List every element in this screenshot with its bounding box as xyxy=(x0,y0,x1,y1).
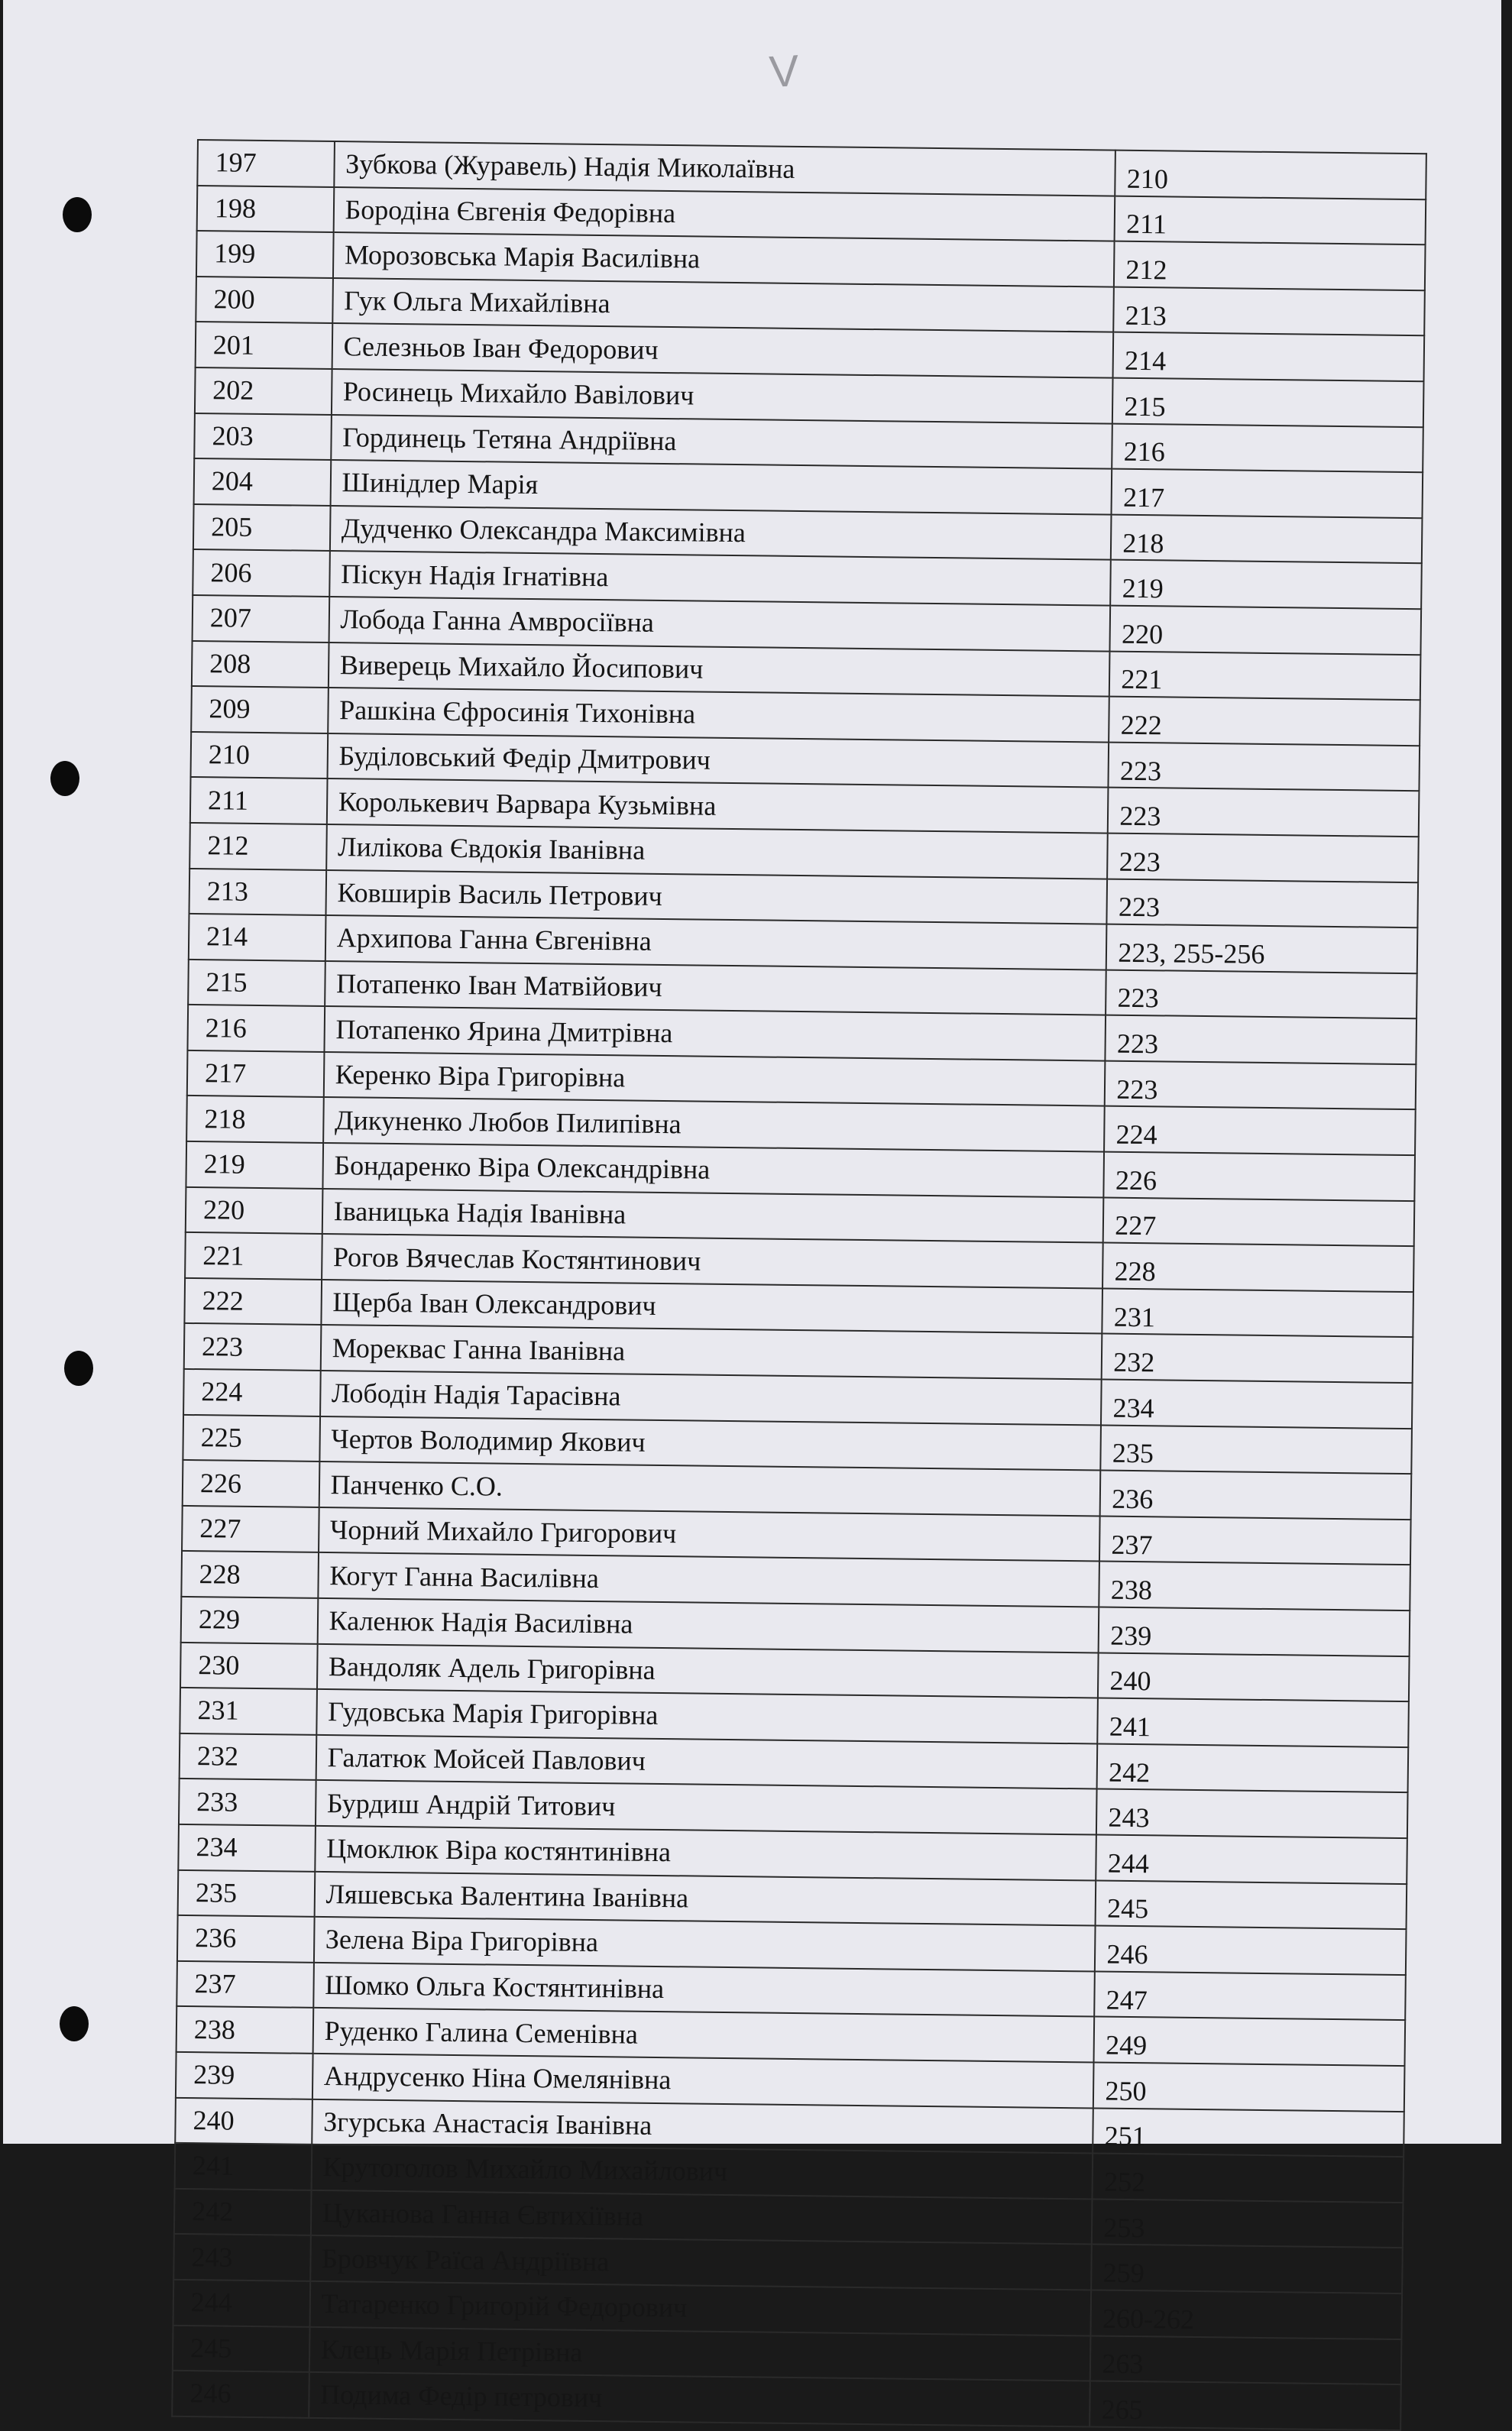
person-name: Гординець Тетяна Андріївна xyxy=(331,415,1112,469)
row-number: 200 xyxy=(196,277,332,324)
row-number: 231 xyxy=(180,1688,316,1735)
page-reference: 250 xyxy=(1093,2062,1404,2111)
row-number: 238 xyxy=(176,2006,313,2054)
row-number: 221 xyxy=(185,1232,322,1280)
page-reference: 214 xyxy=(1113,332,1424,381)
row-number: 227 xyxy=(182,1506,319,1553)
person-name: Шомко Ольга Костянтинівна xyxy=(313,1963,1095,2017)
person-name: Згурська Анастасія Іванівна xyxy=(312,2099,1093,2153)
person-name: Морозовська Марія Василівна xyxy=(333,232,1115,286)
row-number: 219 xyxy=(186,1141,322,1189)
row-number: 214 xyxy=(189,914,325,961)
row-number: 240 xyxy=(175,2097,312,2145)
page-reference: 252 xyxy=(1093,2154,1404,2203)
row-number: 213 xyxy=(189,868,325,915)
page-reference: 218 xyxy=(1111,514,1422,563)
row-number: 202 xyxy=(195,367,332,415)
page-reference: 246 xyxy=(1095,1926,1406,1975)
row-number: 229 xyxy=(181,1597,318,1644)
page-reference: 223 xyxy=(1106,969,1416,1018)
row-number: 233 xyxy=(179,1779,316,1826)
page-reference: 217 xyxy=(1112,469,1423,518)
row-number: 212 xyxy=(189,823,326,870)
page-reference: 260-262 xyxy=(1091,2290,1402,2339)
page-reference: 224 xyxy=(1104,1106,1415,1155)
person-name: Гудовська Марія Григорівна xyxy=(316,1689,1098,1743)
page-reference: 220 xyxy=(1110,606,1421,655)
row-number: 226 xyxy=(183,1460,319,1507)
person-name: Виверець Михайло Йосипович xyxy=(329,643,1110,697)
page-reference: 228 xyxy=(1102,1243,1413,1292)
row-number: 222 xyxy=(184,1278,321,1326)
row-number: 211 xyxy=(190,777,327,824)
person-name: Чертов Володимир Якович xyxy=(319,1416,1101,1471)
page-reference: 243 xyxy=(1096,1789,1407,1838)
page-reference: 241 xyxy=(1098,1698,1409,1747)
page-reference: 215 xyxy=(1112,378,1423,427)
person-name: Бровчук Раїса Андріївна xyxy=(310,2235,1092,2290)
person-name: Бурдиш Андрій Титович xyxy=(316,1780,1097,1834)
row-number: 215 xyxy=(188,960,325,1007)
page-reference: 213 xyxy=(1114,286,1425,335)
page-reference: 263 xyxy=(1090,2336,1401,2384)
row-number: 245 xyxy=(173,2325,309,2372)
row-number: 207 xyxy=(193,595,329,643)
person-name: Подима Федір петрович xyxy=(309,2372,1090,2426)
index-table xyxy=(171,139,1427,2431)
person-name: Галатюк Мойсей Павлович xyxy=(316,1735,1097,1789)
page-reference: 244 xyxy=(1096,1834,1407,1883)
page-reference: 235 xyxy=(1101,1425,1412,1474)
person-name: Королькевич Варвара Кузьмівна xyxy=(326,779,1108,833)
person-name: Лобода Ганна Амвросіївна xyxy=(329,597,1110,651)
row-number: 208 xyxy=(192,641,329,688)
page-reference: 239 xyxy=(1099,1607,1410,1656)
row-number: 206 xyxy=(193,549,329,597)
person-name: Архипова Ганна Євгенівна xyxy=(325,915,1106,969)
row-number: 246 xyxy=(172,2371,309,2418)
row-number: 201 xyxy=(196,322,332,369)
page-reference: 234 xyxy=(1101,1380,1412,1429)
person-name: Лободін Надія Тарасівна xyxy=(320,1371,1102,1425)
page-reference: 212 xyxy=(1114,241,1425,290)
page-reference: 226 xyxy=(1104,1152,1415,1201)
row-number: 203 xyxy=(194,413,331,461)
row-number: 244 xyxy=(173,2280,310,2327)
page-reference: 259 xyxy=(1091,2245,1402,2293)
person-name: Дудченко Олександра Максимівна xyxy=(330,506,1112,560)
row-number: 210 xyxy=(191,732,328,779)
person-name: Вандоляк Адель Григорівна xyxy=(317,1644,1099,1698)
page-reference: 221 xyxy=(1109,651,1420,700)
person-name: Рогов Вячеслав Костянтинович xyxy=(322,1234,1103,1288)
page-reference: 223 xyxy=(1105,1060,1416,1109)
row-number: 204 xyxy=(194,458,331,506)
row-number: 216 xyxy=(187,1005,324,1052)
page-reference: 232 xyxy=(1102,1334,1413,1383)
page-reference: 223 xyxy=(1107,833,1418,882)
page-reference: 223 xyxy=(1107,879,1418,927)
index-table-wrapper xyxy=(171,139,1427,2431)
person-name: Андрусенко Ніна Омелянівна xyxy=(312,2054,1094,2108)
row-number: 236 xyxy=(177,1915,314,1963)
person-name: Панченко С.О. xyxy=(319,1462,1100,1516)
row-number: 242 xyxy=(174,2189,311,2236)
person-name: Потапенко Іван Матвійович xyxy=(325,961,1106,1015)
row-number: 241 xyxy=(175,2143,312,2190)
row-number: 235 xyxy=(178,1869,315,1917)
person-name: Мореквас Ганна Іванівна xyxy=(320,1325,1102,1379)
page-reference: 216 xyxy=(1112,423,1423,472)
person-name: Бородіна Євгенія Федорівна xyxy=(333,187,1115,241)
person-name: Шинідлер Марія xyxy=(330,460,1112,514)
page-reference: 231 xyxy=(1102,1288,1413,1337)
row-number: 223 xyxy=(184,1323,321,1371)
page-reference: 219 xyxy=(1111,560,1422,609)
page-reference: 210 xyxy=(1115,151,1426,199)
person-name: Ковширів Василь Петрович xyxy=(325,869,1107,924)
page-reference: 211 xyxy=(1115,196,1426,244)
row-number: 232 xyxy=(180,1733,316,1781)
person-name: Татаренко Григорій Федорович xyxy=(309,2281,1091,2336)
person-name: Гук Ольга Михайлівна xyxy=(332,278,1114,332)
person-name: Піскун Надія Ігнатівна xyxy=(329,551,1111,605)
person-name: Клець Марія Петрівна xyxy=(309,2326,1091,2381)
page-reference: 249 xyxy=(1094,2017,1405,2066)
person-name: Керенко Віра Григорівна xyxy=(323,1052,1105,1106)
page-reference: 247 xyxy=(1095,1971,1406,2020)
page-reference: 222 xyxy=(1109,697,1420,746)
person-name: Каленюк Надія Василівна xyxy=(317,1598,1099,1652)
person-name: Зубкова (Журавель) Надія Миколаївна xyxy=(334,141,1115,196)
row-number: 228 xyxy=(181,1551,318,1598)
page-reference: 245 xyxy=(1096,1880,1407,1929)
person-name: Буділовський Федір Дмитрович xyxy=(327,733,1109,788)
scan-edge xyxy=(1501,0,1512,2151)
row-number: 224 xyxy=(183,1369,320,1416)
row-number: 243 xyxy=(173,2234,310,2281)
page-reference: 253 xyxy=(1092,2199,1403,2248)
row-number: 209 xyxy=(191,686,328,733)
person-name: Цуканова Ганна Євтихіївна xyxy=(311,2190,1093,2245)
person-name: Іваницька Надія Іванівна xyxy=(322,1189,1103,1243)
person-name: Бондаренко Віра Олександрівна xyxy=(322,1143,1104,1197)
page-reference: 223 xyxy=(1106,1015,1416,1064)
page-reference: 251 xyxy=(1093,2108,1404,2157)
person-name: Потапенко Ярина Дмитрівна xyxy=(324,1006,1106,1060)
person-name: Цмоклюк Віра костянтинівна xyxy=(315,1826,1096,1880)
row-number: 205 xyxy=(193,504,330,552)
person-name: Зелена Віра Григорівна xyxy=(314,1917,1096,1971)
punch-hole xyxy=(63,197,92,232)
page-reference: 223 xyxy=(1109,742,1420,791)
page-reference: 223, 255-256 xyxy=(1106,924,1417,973)
row-number: 237 xyxy=(176,1961,313,2009)
row-number: 218 xyxy=(186,1096,323,1143)
row-number: 230 xyxy=(180,1642,317,1689)
page-reference: 242 xyxy=(1097,1743,1408,1792)
person-name: Рашкіна Єфросинія Тихонівна xyxy=(328,688,1109,742)
row-number: 197 xyxy=(197,140,334,187)
row-number: 220 xyxy=(186,1187,322,1235)
person-name: Щерба Іван Олександрович xyxy=(321,1280,1102,1334)
person-name: Руденко Галина Семенівна xyxy=(312,2008,1094,2062)
row-number: 199 xyxy=(196,231,333,278)
person-name: Селезньов Іван Федорович xyxy=(332,323,1113,377)
row-number: 239 xyxy=(176,2052,312,2099)
page-reference: 240 xyxy=(1098,1652,1409,1701)
person-name: Росинець Михайло Вавілович xyxy=(332,369,1113,423)
page-reference: 236 xyxy=(1100,1471,1411,1520)
row-number: 225 xyxy=(183,1415,319,1462)
person-name: Ляшевська Валентина Іванівна xyxy=(314,1871,1096,1925)
person-name: Когут Ганна Василівна xyxy=(318,1552,1099,1607)
index-table-body xyxy=(172,140,1426,2430)
page-reference: 223 xyxy=(1108,788,1419,837)
punch-hole xyxy=(50,761,79,796)
document-page xyxy=(3,0,1507,2426)
row-number: 217 xyxy=(187,1050,324,1098)
person-name: Лилікова Євдокія Іванівна xyxy=(326,824,1108,879)
page-reference: 238 xyxy=(1099,1562,1410,1610)
handwritten-mark: V xyxy=(768,46,801,97)
punch-hole xyxy=(60,2006,89,2041)
person-name: Чорний Михайло Григорович xyxy=(319,1507,1100,1562)
person-name: Дикуненко Любов Пилипівна xyxy=(323,1097,1105,1151)
row-number: 198 xyxy=(197,186,334,233)
page-reference: 237 xyxy=(1099,1516,1410,1565)
punch-hole xyxy=(64,1351,93,1386)
person-name: Крутоголов Михайло Михайлович xyxy=(311,2145,1093,2199)
page-reference: 227 xyxy=(1103,1197,1414,1246)
page-reference: 265 xyxy=(1089,2381,1400,2430)
row-number: 234 xyxy=(178,1824,315,1872)
